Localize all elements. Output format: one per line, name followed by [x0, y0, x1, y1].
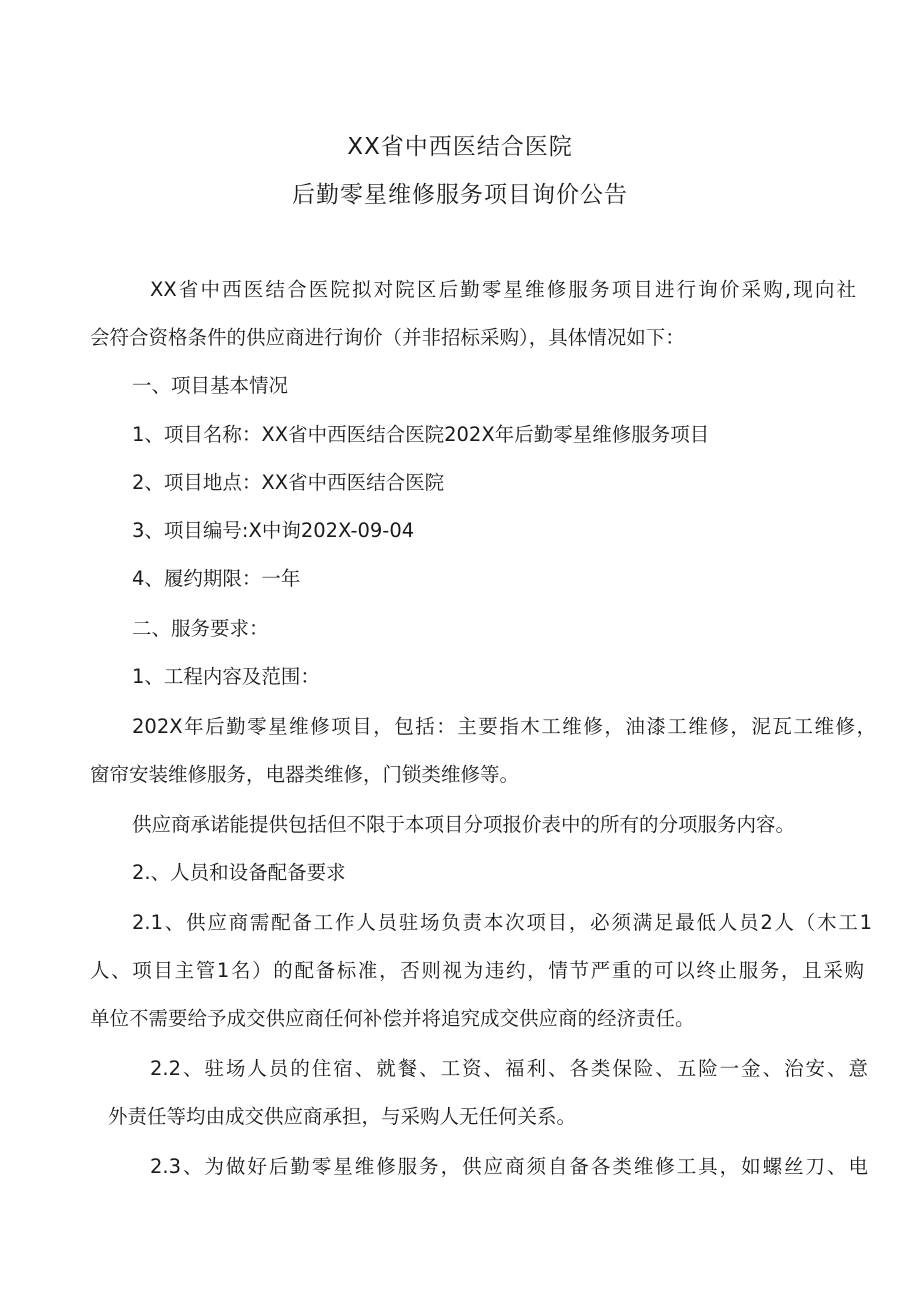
scope-paragraph-line1: 202X年后勤零星维修项目，包括：主要指木工维修，油漆工维修，泥瓦工维修， — [132, 715, 876, 738]
project-number-item: 3、项目编号:X中询202X-09-04 — [132, 519, 415, 542]
document-title-line1: XX省中西医结合医院 — [347, 134, 573, 160]
scope-paragraph-line2: 窗帘安装维修服务，电器类维修，门锁类维修等。 — [90, 763, 520, 786]
document-title-line2: 后勤零星维修服务项目询价公告 — [292, 182, 628, 208]
contract-period-item: 4、履约期限：一年 — [132, 567, 301, 590]
section2-heading: 二、服务要求： — [132, 617, 269, 640]
staffing-subheading: 2.、人员和设备配备要求 — [132, 861, 346, 884]
intro-paragraph-line2: 会符合资格条件的供应商进行询价（并非招标采购），具体情况如下： — [90, 326, 685, 349]
supplier-commitment-line: 供应商承诺能提供包括但不限于本项目分项报价表中的所有的分项服务内容。 — [132, 813, 796, 836]
clause-2-3-line1: 2.3、为做好后勤零星维修服务，供应商须自备各类维修工具，如螺丝刀、电 — [150, 1155, 868, 1178]
project-name-item: 1、项目名称：XX省中西医结合医院202X年后勤零星维修服务项目 — [132, 423, 710, 446]
project-location-item: 2、项目地点：XX省中西医结合医院 — [132, 471, 445, 494]
clause-2-1-line3: 单位不需要给予成交供应商任何补偿并将追究成交供应商的经济责任。 — [90, 1007, 695, 1030]
section1-heading: 一、项目基本情况 — [132, 374, 289, 397]
intro-paragraph-line1: XX省中西医结合医院拟对院区后勤零星维修服务项目进行询价采购,现向社 — [150, 278, 856, 301]
clause-2-1-line1: 2.1、供应商需配备工作人员驻场负责本次项目，必须满足最低人员2人（木工1 — [132, 911, 872, 934]
clause-2-1-line2: 人、项目主管1名）的配备标准，否则视为违约，情节严重的可以终止服务，且采购 — [90, 959, 864, 982]
clause-2-2-line2: 外责任等均由成交供应商承担，与采购人无任何关系。 — [108, 1105, 577, 1128]
scope-subheading: 1、工程内容及范围： — [132, 665, 320, 688]
clause-2-2-line1: 2.2、驻场人员的住宿、就餐、工资、福利、各类保险、五险一金、治安、意 — [150, 1057, 868, 1080]
